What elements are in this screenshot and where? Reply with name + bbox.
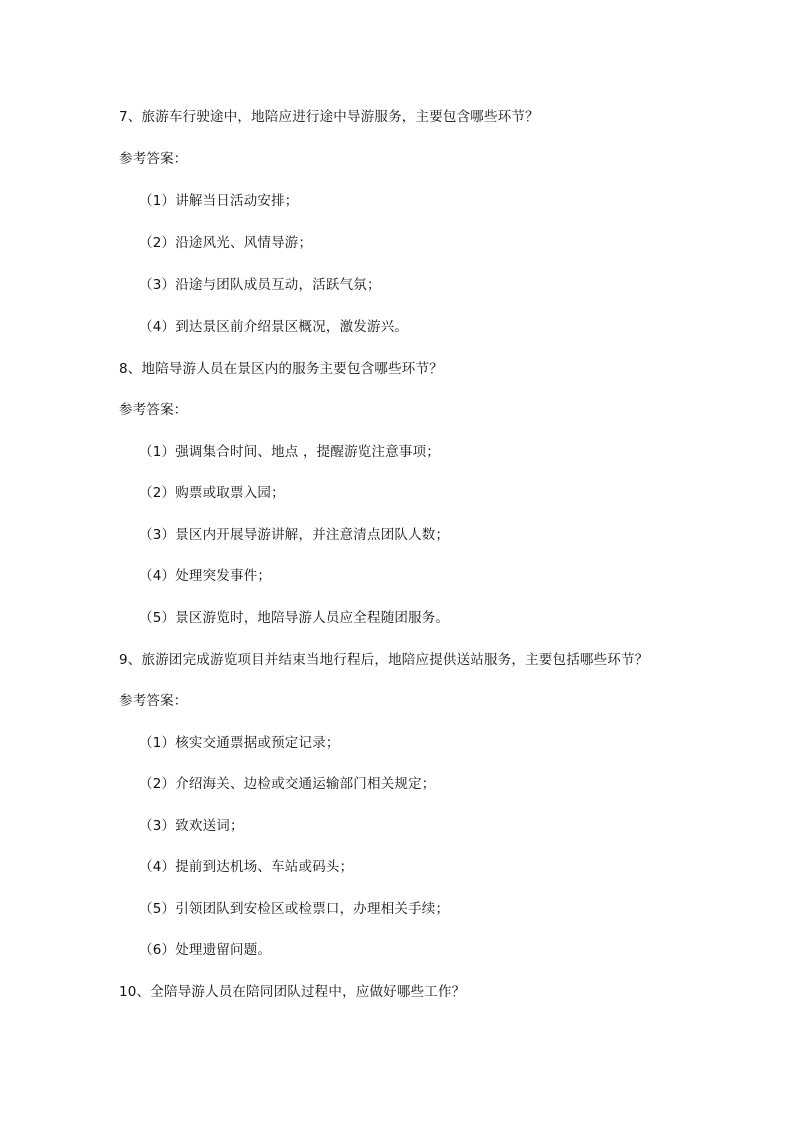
answer-item: （3）致欢送词； bbox=[139, 818, 244, 834]
question-9-title: 9、旅游团完成游览项目并结束当地行程后，地陪应提供送站服务，主要包括哪些环节？ bbox=[119, 652, 649, 668]
answer-item: （6）处理遗留问题。 bbox=[139, 942, 272, 958]
question-7-title: 7、旅游车行驶途中，地陪应进行途中导游服务，主要包含哪些环节？ bbox=[119, 109, 539, 125]
answer-item: （4）到达景区前介绍景区概况，激发游兴。 bbox=[139, 319, 409, 335]
answer-item: （4）处理突发事件； bbox=[139, 568, 272, 584]
answer-item: （2）沿途风光、风情导游； bbox=[139, 235, 313, 251]
answer-item: （1）讲解当日活动安排； bbox=[139, 193, 299, 209]
answer-label: 参考答案： bbox=[119, 151, 188, 167]
question-10-title: 10、全陪导游人员在陪同团队过程中，应做好哪些工作？ bbox=[119, 984, 466, 1000]
answer-item: （1）核实交通票据或预定记录； bbox=[139, 735, 340, 751]
answer-item: （3）沿途与团队成员互动，活跃气氛； bbox=[139, 277, 381, 293]
answer-item: （2）购票或取票入园； bbox=[139, 485, 285, 501]
answer-label: 参考答案： bbox=[119, 693, 188, 709]
answer-item: （3）景区内开展导游讲解，并注意清点团队人数； bbox=[139, 527, 450, 543]
answer-item: （5）景区游览时，地陪导游人员应全程随团服务。 bbox=[139, 610, 450, 626]
answer-item: （1）强调集合时间、地点 ，提醒游览注意事项； bbox=[139, 444, 440, 460]
answer-item: （5）引领团队到安检区或检票口，办理相关手续； bbox=[139, 901, 450, 917]
question-8-title: 8、地陪导游人员在景区内的服务主要包含哪些环节？ bbox=[119, 361, 443, 377]
answer-item: （2）介绍海关、边检或交通运输部门相关规定； bbox=[139, 776, 436, 792]
answer-label: 参考答案： bbox=[119, 402, 188, 418]
answer-item: （4）提前到达机场、车站或码头； bbox=[139, 859, 354, 875]
